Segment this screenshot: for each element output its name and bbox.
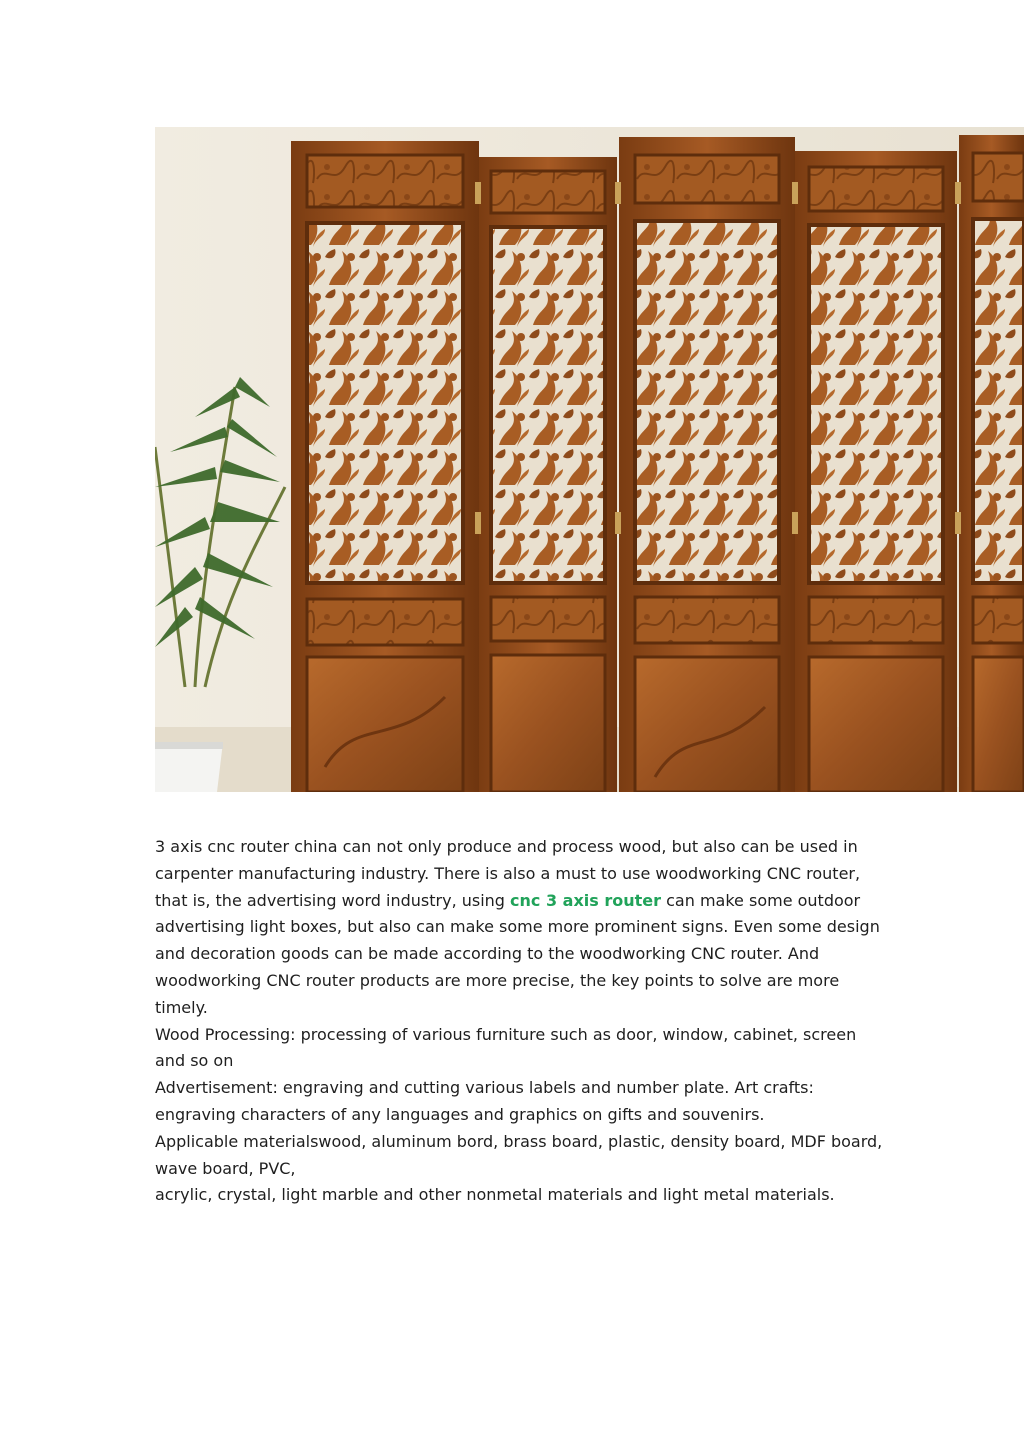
paragraph-other-materials: acrylic, crystal, light marble and other nonmetal materials and light metal materials. xyxy=(155,1185,835,1205)
paragraph-advertisement: Advertisement: engraving and cutting various labels and number plate. Art crafts: engraving characters of any languages and graphics on gifts and souvenirs. xyxy=(155,1078,814,1124)
paragraph-intro xyxy=(155,834,890,1022)
article-body xyxy=(155,834,890,1209)
carved-wooden-screen-photo xyxy=(155,127,1024,792)
cnc-3-axis-router-link[interactable]: cnc 3 axis router xyxy=(510,890,662,910)
paragraph-applicable-materials: Applicable materialswood, aluminum bord, brass board, plastic, density board, MDF board, wave board, PVC, xyxy=(155,1131,883,1178)
paragraph-wood-processing: Wood Processing: processing of various furniture such as door, window, cabinet, screen and so on xyxy=(155,1024,857,1071)
paragraph-intro-text-start: 3 axis cnc router china can not only produce and process wood, but also can be used in carpenter manufacturing industry. There is also a must to use woodworking CNC router, that is, the advertising word industry, using xyxy=(155,837,861,910)
paragraph-intro-text-end: can make some outdoor advertising light boxes, but also can make some more prominent signs. Even some design and decoration goods can be made according to the woodworking CNC router. And woodworking CNC router products are more precise, the key points to solve are more timely. xyxy=(155,890,880,1017)
